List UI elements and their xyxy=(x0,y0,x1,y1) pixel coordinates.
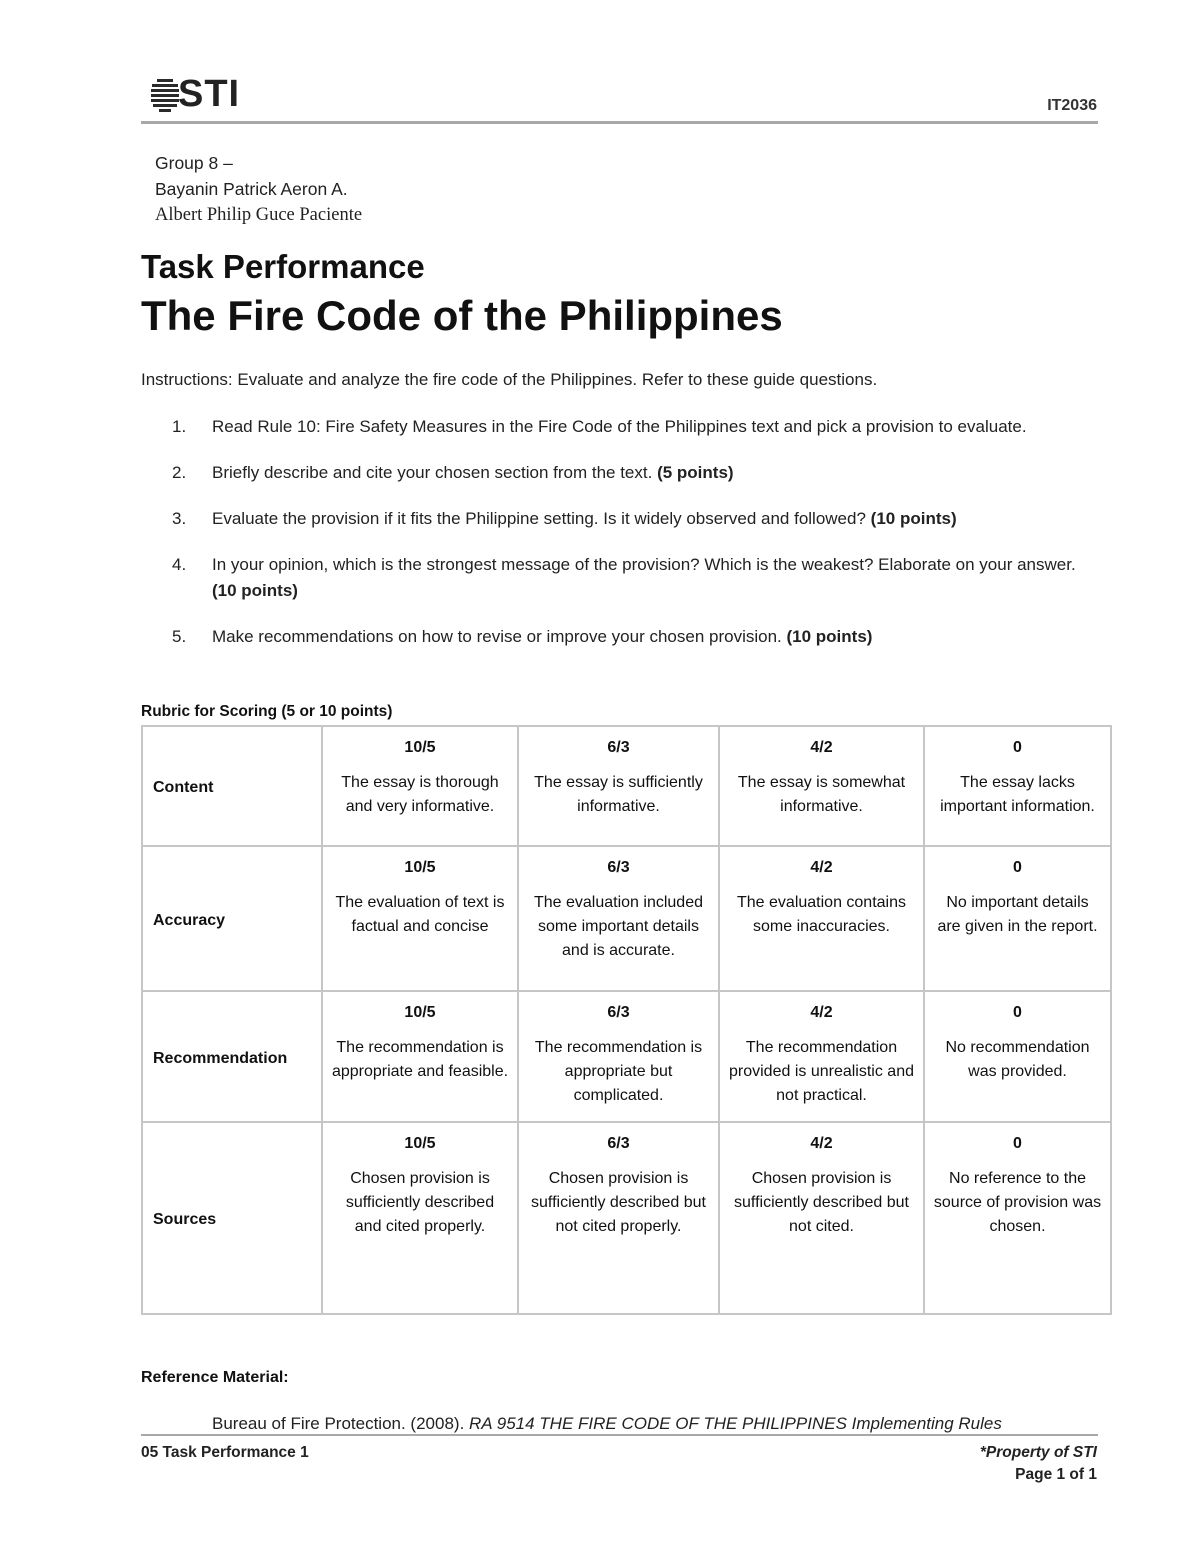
question-list xyxy=(172,414,1102,670)
instructions: Instructions: Evaluate and analyze the fire code of the Philippines. Refer to these guide questions. xyxy=(141,370,878,389)
task-heading: Task Performance xyxy=(141,248,425,285)
table-cell: 6/3 The recommendation is appropriate but complicated. xyxy=(518,991,719,1122)
rubric-title: Rubric for Scoring (5 or 10 points) xyxy=(141,703,393,720)
list-item: 4. In your opinion, which is the strongest message of the provision? Which is the weakest? Elaborate on your answer. (10 points) xyxy=(172,555,1076,600)
table-cell: 0 The essay lacks important information. xyxy=(924,726,1111,846)
table-cell: 6/3 Chosen provision is sufficiently described but not cited properly. xyxy=(518,1122,719,1314)
table-cell: 4/2 The evaluation contains some inaccuracies. xyxy=(719,846,924,991)
footer-divider xyxy=(141,1434,1098,1436)
member-name: Bayanin Patrick Aeron A. xyxy=(155,179,348,199)
list-item: 1. Read Rule 10: Fire Safety Measures in the Fire Code of the Philippines text and pick a provision to evaluate. xyxy=(172,417,1027,436)
criterion-cell: Recommendation xyxy=(142,991,322,1122)
group-number: Group 8 – xyxy=(155,153,233,173)
table-cell: 4/2 Chosen provision is sufficiently described but not cited. xyxy=(719,1122,924,1314)
list-item: 3. Evaluate the provision if it fits the Philippine setting. Is it widely observed and followed? (10 points) xyxy=(172,509,957,528)
reference-citation: Bureau of Fire Protection. (2008). RA 9514 THE FIRE CODE OF THE PHILIPPINES Implementing Rules xyxy=(212,1414,1002,1433)
points-label: (10 points) xyxy=(212,581,298,600)
table-cell: 0 No recommendation was provided. xyxy=(924,991,1111,1122)
table-cell: 10/5 Chosen provision is sufficiently described and cited properly. xyxy=(322,1122,518,1314)
member-name: Albert Philip Guce Paciente xyxy=(155,205,363,225)
points-label: (10 points) xyxy=(786,627,873,646)
table-row xyxy=(142,726,1111,846)
table-cell: 4/2 The essay is somewhat informative. xyxy=(719,726,924,846)
criterion-cell: Content xyxy=(142,726,322,846)
criterion-cell: Sources xyxy=(142,1122,322,1314)
table-cell: 10/5 The essay is thorough and very informative. xyxy=(322,726,518,846)
table-cell: 6/3 The evaluation included some important details and is accurate. xyxy=(518,846,719,991)
table-row xyxy=(142,991,1111,1122)
points-label: (5 points) xyxy=(657,463,734,482)
header-divider xyxy=(141,121,1098,124)
logo-text: STI xyxy=(178,72,241,115)
page-number: Page 1 of 1 xyxy=(1015,1466,1097,1483)
rubric-table xyxy=(141,725,1112,1315)
sti-logo xyxy=(150,72,250,116)
table-cell: 10/5 The recommendation is appropriate and feasible. xyxy=(322,991,518,1122)
table-row xyxy=(142,846,1111,991)
footer-right xyxy=(980,1442,1097,1486)
footer-doc-title: 05 Task Performance 1 xyxy=(141,1444,309,1461)
table-cell: 6/3 The essay is sufficiently informative. xyxy=(518,726,719,846)
table-cell: 10/5 The evaluation of text is factual and concise xyxy=(322,846,518,991)
table-cell: 0 No reference to the source of provision was chosen. xyxy=(924,1122,1111,1314)
table-cell: 0 No important details are given in the report. xyxy=(924,846,1111,991)
table-row xyxy=(142,1122,1111,1314)
reference-label: Reference Material: xyxy=(141,1369,289,1386)
globe-icon xyxy=(150,74,180,114)
property-notice: *Property of STI xyxy=(979,1444,1097,1461)
criterion-cell: Accuracy xyxy=(142,846,322,991)
list-item: 5. Make recommendations on how to revise or improve your chosen provision. (10 points) xyxy=(172,627,873,646)
list-item: 2. Briefly describe and cite your chosen section from the text. (5 points) xyxy=(172,463,734,482)
table-cell: 4/2 The recommendation provided is unrealistic and not practical. xyxy=(719,991,924,1122)
page-title: The Fire Code of the Philippines xyxy=(141,292,783,339)
points-label: (10 points) xyxy=(870,509,957,528)
course-code: IT2036 xyxy=(1047,97,1097,114)
group-info xyxy=(155,150,362,228)
